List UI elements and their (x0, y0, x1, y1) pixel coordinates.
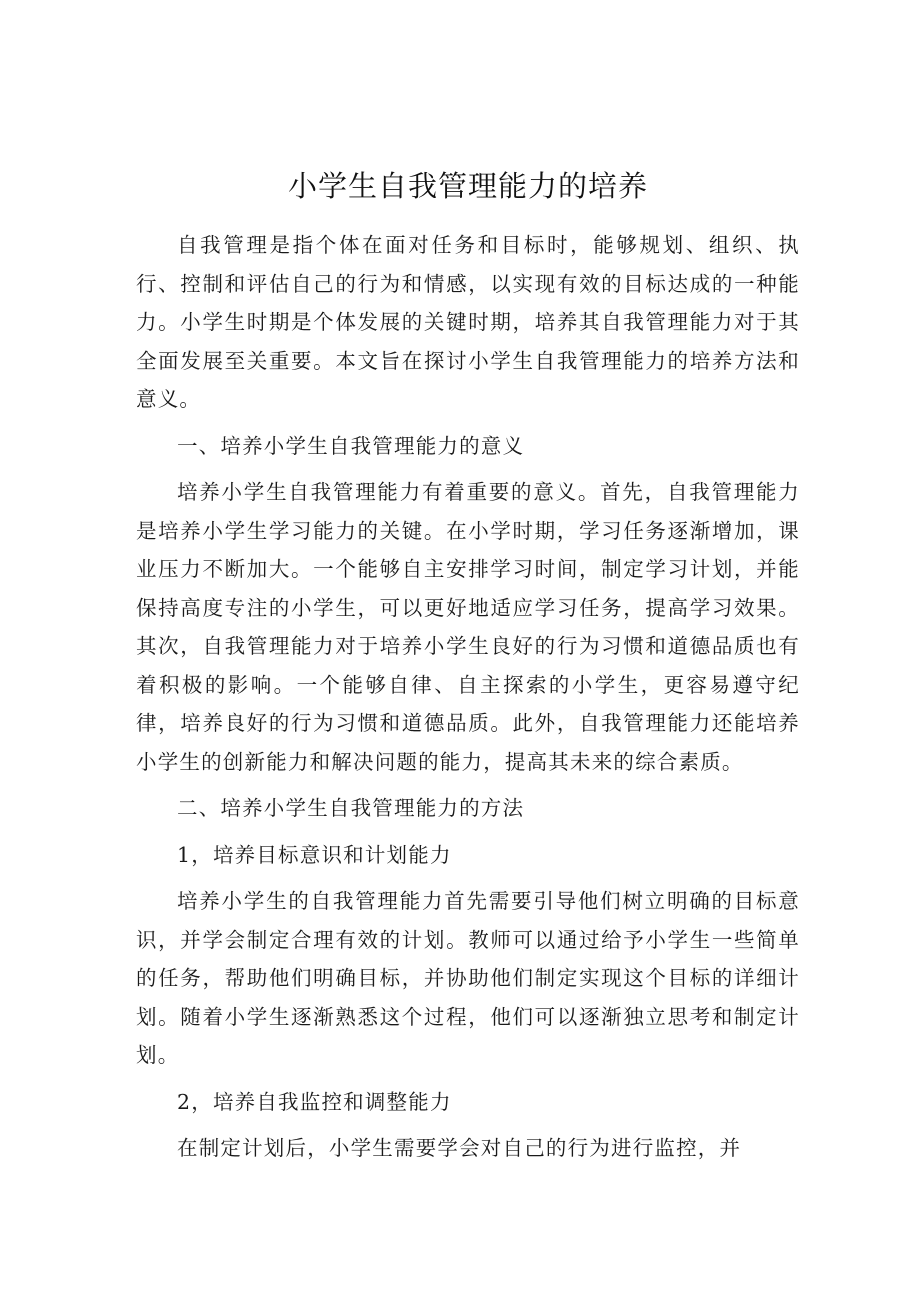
document-title: 小学生自我管理能力的培养 (287, 169, 648, 203)
intro-paragraph: 自我管理是指个体在面对任务和目标时，能够规划、组织、执行、控制和评估自己的行为和情感，以实现有效的目标达成的一种能力。小学生时期是个体发展的关键时期，培养其自我管理能力对于其全面发展至关重要。本文旨在探讨小学生自我管理能力的培养方法和意义。 (136, 233, 800, 411)
subsection-heading-1: 1，培养目标意识和计划能力 (177, 842, 452, 867)
subsection-1-paragraph: 培养小学生的自我管理能力首先需要引导他们树立明确的目标意识，并学会制定合理有效的计划。教师可以通过给予小学生一些简单的任务，帮助他们明确目标，并协助他们制定实现这个目标的详细计划。随着小学生逐渐熟悉这个过程，他们可以逐渐独立思考和制定计划。 (136, 889, 800, 1067)
section-1-paragraph: 培养小学生自我管理能力有着重要的意义。首先，自我管理能力是培养小学生学习能力的关键。在小学时期，学习任务逐渐增加，课业压力不断加大。一个能够自主安排学习时间，制定学习计划，并能保持高度专注的小学生，可以更好地适应学习任务，提高学习效果。其次，自我管理能力对于培养小学生良好的行为习惯和道德品质也有着积极的影响。一个能够自律、自主探索的小学生，更容易遵守纪律，培养良好的行为习惯和道德品质。此外，自我管理能力还能培养小学生的创新能力和解决问题的能力，提高其未来的综合素质。 (136, 480, 800, 774)
section-heading-2: 二、培养小学生自我管理能力的方法 (177, 796, 525, 820)
document-content (136, 160, 800, 1176)
subsection-2-paragraph: 在制定计划后，小学生需要学会对自己的行为进行监控，并 (177, 1136, 742, 1160)
subsection-heading-2: 2，培养自我监控和调整能力 (177, 1089, 452, 1114)
section-heading-1: 一、培养小学生自我管理能力的意义 (177, 433, 525, 458)
